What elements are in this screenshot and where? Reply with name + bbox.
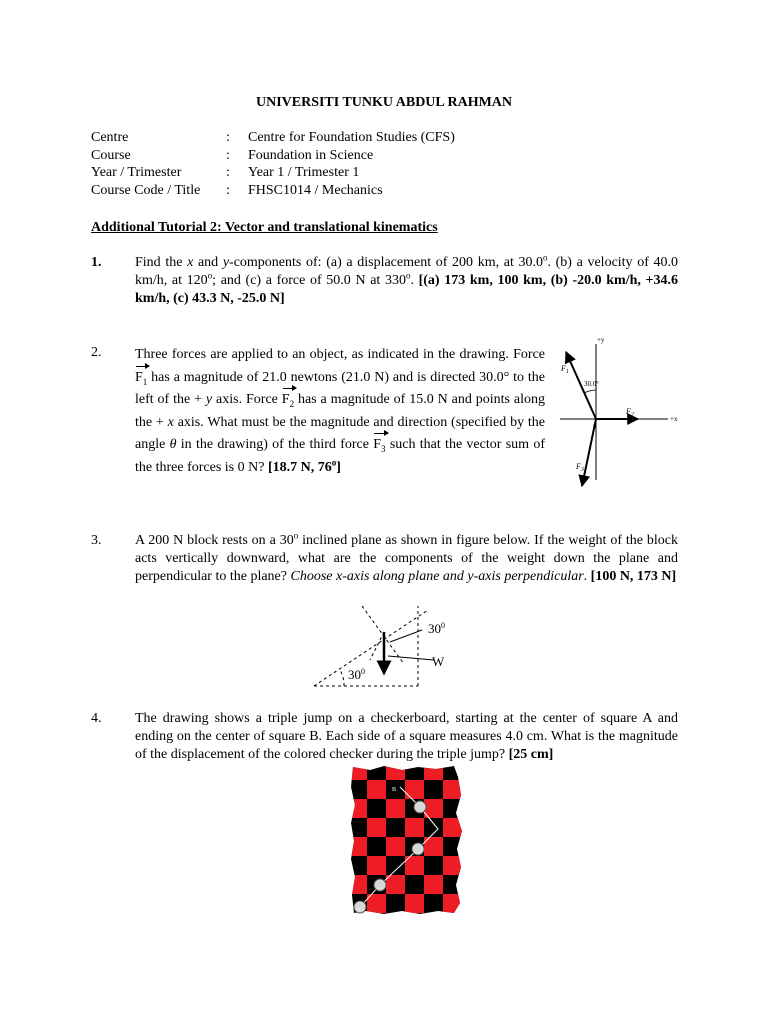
question-number: 1. bbox=[91, 255, 102, 270]
board-square bbox=[405, 818, 424, 837]
board-square bbox=[367, 780, 386, 799]
checkerboard-figure bbox=[350, 765, 466, 915]
label-a: A bbox=[356, 907, 361, 913]
question-1: Find the x and y-components of: (a) a displacement of 200 km, at 30.0$^o$. (b) a velocity of 40.0 km/h, at 120$^o$; and (c) a force of 50.0 N at 330$^o$. [(a) 173 km, 100 km, (b) -20.0 km/h, +34.6 km/h, (c) 43.3 N, -25.0 N] bbox=[135, 252, 679, 306]
checker bbox=[414, 801, 426, 813]
angle-arc bbox=[584, 390, 596, 393]
info-value: Centre for Foundation Studies (CFS) bbox=[248, 130, 455, 145]
f1-label: $F_1$ bbox=[561, 364, 569, 375]
f2-label: $F_2$ bbox=[626, 407, 634, 418]
incline-diagram bbox=[310, 600, 460, 692]
answer: [(a) 173 km, 100 km, (b) -20.0 km/h, +34.6 km/h, (c) 43.3 N, -25.0 N] bbox=[135, 273, 679, 306]
board-square bbox=[386, 837, 405, 856]
board-square bbox=[350, 765, 367, 780]
question-number: 2. bbox=[91, 345, 102, 360]
f3-label: $F_3$ bbox=[576, 462, 584, 473]
question-2: Three forces are applied to an object, as indicated in the drawing. Force $F_1$ has a magnitude of 21.0 newtons (21.0 N) and is directed 30.0° to the left of the + y axis. Force $F_2$ has a magnitude of 15.0 N and points along the + x axis. What must be the magnitude and direction (specified by the angle θ in the drawing) of the third force $F_3$ such that the vector sum of the three forces is 0 N? [18.7 N, 76$^o$] bbox=[135, 347, 545, 475]
board-square bbox=[462, 837, 466, 856]
board-square bbox=[350, 875, 367, 894]
university-title: UNIVERSITI TUNKU ABDUL RAHMAN bbox=[255, 95, 513, 110]
board-square bbox=[462, 765, 466, 780]
y-axis-label: +y bbox=[597, 336, 605, 344]
incline-surface bbox=[314, 610, 428, 686]
top-angle-label: $30^0$ bbox=[428, 621, 445, 636]
info-label: Centre bbox=[91, 130, 129, 145]
info-colon: : bbox=[226, 183, 230, 198]
board-square bbox=[367, 856, 386, 875]
board-square bbox=[405, 894, 424, 913]
info-value: Year 1 / Trimester 1 bbox=[248, 165, 360, 180]
board-square bbox=[386, 913, 405, 915]
board-square bbox=[350, 799, 367, 818]
board-square bbox=[462, 799, 466, 818]
info-colon: : bbox=[226, 130, 230, 145]
checker bbox=[412, 843, 424, 855]
board-square bbox=[462, 913, 466, 915]
answer: [25 cm] bbox=[508, 747, 554, 762]
section-heading: Additional Tutorial 2: Vector and translational kinematics bbox=[91, 220, 438, 235]
board-square bbox=[424, 765, 443, 780]
x-axis-label: +x bbox=[670, 415, 678, 423]
board-square bbox=[386, 875, 405, 894]
info-label: Course Code / Title bbox=[91, 183, 201, 198]
answer: [100 N, 173 N] bbox=[590, 569, 677, 584]
board-square bbox=[424, 875, 443, 894]
board-square bbox=[386, 799, 405, 818]
question-4: The drawing shows a triple jump on a checkerboard, starting at the center of square A and ending on the center of square B. Each side of a square measures 4.0 cm. What is the magnitude of the displacement of the colored checker during the triple jump? [25 cm] bbox=[135, 711, 678, 762]
question-3: A 200 N block rests on a 30$^o$ inclined plane as shown in figure below. If the weight of the block acts vertically downward, what are the components of the weight down the plane and perpendicular to the plane? Choose x-axis along plane and y-axis perpendicular. [100 N, 173 N] bbox=[135, 530, 678, 584]
board-square bbox=[462, 875, 466, 894]
board-square bbox=[405, 780, 424, 799]
question-number: 4. bbox=[91, 711, 102, 726]
board-square bbox=[443, 894, 462, 913]
weight-label: W bbox=[432, 654, 445, 669]
info-value: FHSC1014 / Mechanics bbox=[248, 183, 383, 198]
board-square bbox=[443, 856, 462, 875]
base-angle-arc bbox=[340, 670, 344, 686]
checkerboard bbox=[350, 765, 466, 915]
base-angle-label: $30^0$ bbox=[348, 667, 365, 682]
info-value: Foundation in Science bbox=[248, 148, 374, 163]
board-square bbox=[443, 780, 462, 799]
board-square bbox=[386, 765, 405, 780]
checker bbox=[374, 879, 386, 891]
angle-label: 30.0° bbox=[584, 380, 600, 388]
info-colon: : bbox=[226, 148, 230, 163]
info-label: Year / Trimester bbox=[91, 165, 182, 180]
weight-pointer bbox=[388, 656, 434, 660]
board-square bbox=[424, 913, 443, 915]
parallel-line bbox=[370, 632, 384, 660]
board-square bbox=[443, 818, 462, 837]
answer: [18.7 N, 76$^o$] bbox=[267, 456, 341, 475]
force-diagram bbox=[556, 332, 686, 492]
question-number: 3. bbox=[91, 533, 102, 548]
info-colon: : bbox=[226, 165, 230, 180]
info-label: Course bbox=[91, 148, 131, 163]
board-square bbox=[367, 818, 386, 837]
label-b: B bbox=[392, 787, 397, 793]
theta-label: θ bbox=[593, 422, 597, 430]
board-square bbox=[350, 837, 367, 856]
